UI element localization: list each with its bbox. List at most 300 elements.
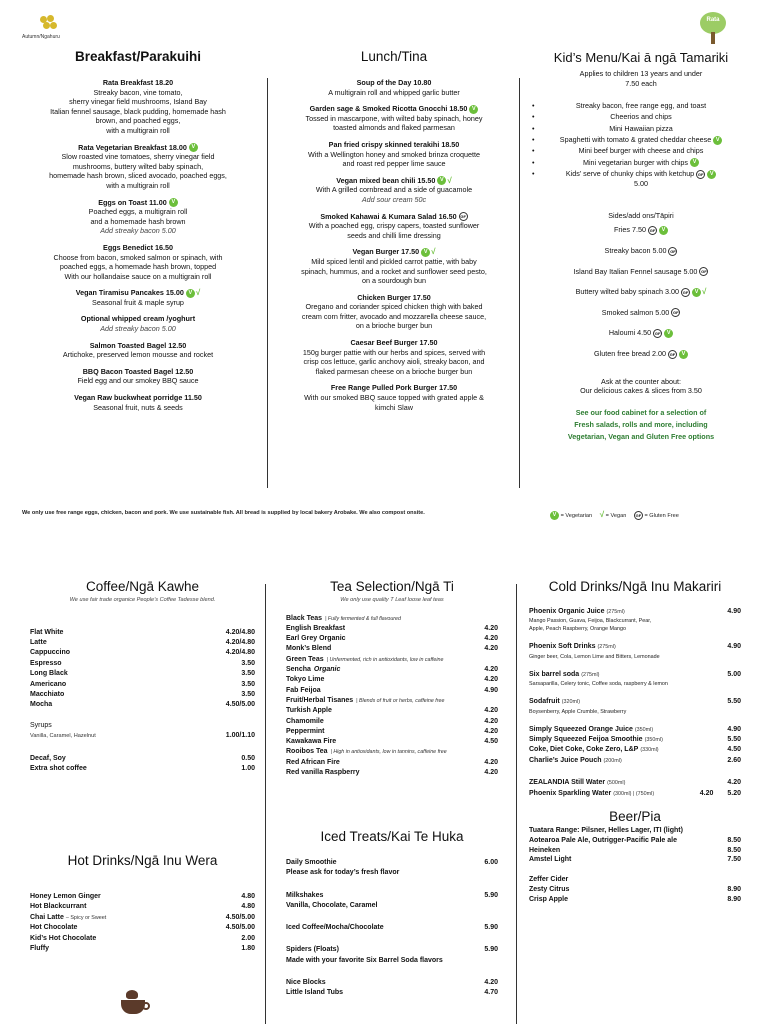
- vegetarian-icon: V: [659, 226, 668, 235]
- iced-text: Nice Blocks: [286, 979, 326, 987]
- tea-name-text: Red African Fire: [286, 758, 340, 766]
- iced-price: 5.90: [484, 924, 498, 932]
- tea-name-text: Chamomile: [286, 717, 324, 725]
- iced-title: Iced Treats/Kai Te Huka: [320, 829, 464, 844]
- hot-drinks-title: Hot Drinks/Ngā Inu Wera: [67, 853, 218, 868]
- drink-size: (500ml): [607, 780, 626, 787]
- drink-name: Phoenix Sparkling Water: [529, 789, 612, 797]
- tea-organic: Organic: [313, 666, 341, 674]
- coffee-row-price: 3.50: [241, 659, 255, 667]
- iced-price: 4.70: [484, 989, 498, 997]
- gluten-free-icon: GF: [672, 310, 679, 316]
- coffee-row-price: 3.50: [241, 670, 255, 678]
- item-desc: Italian fennel sausage, black pudding, homemade hash: [50, 106, 226, 116]
- kids-item: [528, 100, 754, 111]
- side-item: [528, 262, 754, 283]
- name-text: Kid’s Hot Chocolate: [30, 934, 97, 942]
- coffee-row-price: 4.20/4.80: [225, 628, 255, 636]
- tea-hint: | Fully fermented & full flavoured: [325, 615, 401, 622]
- drink-name: Simply Squeezed Orange Juice: [529, 725, 633, 733]
- cold-drink-row-name: [529, 642, 616, 652]
- tea-name: [286, 644, 331, 654]
- item-desc: A multigrain roll and whipped garlic butter: [328, 87, 460, 97]
- side-item: [528, 241, 754, 262]
- tea-row: [286, 747, 498, 757]
- item-desc: Tossed in mascarpone, with wilted baby spinach, honey: [305, 113, 483, 123]
- breakfast-item: [22, 198, 254, 236]
- coffee-cup-bird-icon: [118, 988, 152, 1018]
- tea-name: [286, 747, 447, 757]
- drink-price: 2.60: [727, 756, 741, 764]
- gluten-free-icon: GF: [697, 171, 704, 177]
- drink-name: Charlie’s Juice Pouch: [529, 756, 602, 764]
- iced-text: Vanilla, Chocolate, Caramel: [286, 901, 378, 909]
- iced-group: [286, 923, 498, 933]
- tea-name-text: Tokyo Lime: [286, 676, 325, 684]
- breakfast-item-name: [22, 198, 254, 208]
- kids-price: 7.50 each: [625, 78, 657, 88]
- iced-line: [286, 868, 498, 878]
- item-desc: and roast red pepper lime sauce: [342, 159, 446, 169]
- coffee-subtitle: We use fair trade organice People’s Coffee Tadesse blend.: [69, 597, 216, 603]
- dietary-legend: [548, 510, 679, 520]
- drink-price: 5.50: [727, 698, 741, 706]
- item-desc: brown, and poached eggs,: [95, 116, 181, 126]
- beer-price: 8.50: [727, 846, 741, 854]
- sides-list: [528, 220, 754, 364]
- side-item: [528, 220, 754, 241]
- iced-group: [286, 891, 498, 912]
- item-desc: 150g burger pattie with our herbs and spices, served with: [302, 347, 486, 357]
- item-desc: Seasonal fruit & maple syrup: [92, 297, 184, 307]
- lunch-item: [276, 104, 512, 133]
- item-title: Eggs on Toast 11.00: [98, 197, 167, 207]
- lunch-item-name: [276, 176, 512, 186]
- drink-name: Phoenix Organic Juice: [529, 608, 605, 615]
- tea-name-text: Rooibos Tea: [286, 748, 328, 756]
- tea-name-text: Sencha: [286, 666, 311, 674]
- gluten-free-icon: GF: [635, 513, 642, 519]
- item-desc: Poached eggs, a multigrain roll: [88, 207, 188, 217]
- tea-row: [286, 614, 498, 624]
- item-title: Smoked Kahawai & Kumara Salad 16.50: [320, 211, 457, 221]
- drink-price: 4.90: [727, 608, 741, 615]
- vegetarian-icon: V: [707, 170, 716, 179]
- drink-price: 5.00: [727, 670, 741, 678]
- tea-price: 4.20: [484, 727, 498, 735]
- name-text: Latte: [30, 639, 47, 646]
- cabinet-line: See our food cabinet for a selection of: [575, 407, 707, 417]
- drink-price: 4.90: [727, 643, 741, 651]
- kids-item-text: Mini vegetarian burger with chips: [582, 157, 689, 167]
- water-row-prices: [700, 789, 741, 799]
- water-list: [529, 778, 741, 799]
- cold-drink-row-prices: [727, 642, 741, 652]
- tea-name: [286, 614, 401, 624]
- tea-name-text: Black Teas: [286, 614, 323, 622]
- kids-item: [528, 157, 754, 168]
- name-text: Espresso: [30, 659, 62, 667]
- coffee-extras: [30, 754, 255, 775]
- kids-item-text: Cheerios and chips: [610, 112, 672, 122]
- breakfast-item: [22, 341, 254, 360]
- drink-price-small: 4.20: [699, 789, 714, 797]
- hot-drink-row: [30, 923, 255, 933]
- hot-drink-row-name: [30, 923, 173, 933]
- item-note: Add streaky bacon 5.00: [100, 324, 176, 334]
- cold-drink-row-name: [529, 725, 653, 735]
- item-desc: Slow roasted vine tomatoes, sherry vinegar field: [61, 152, 215, 162]
- beer-price: 8.50: [727, 836, 741, 844]
- tea-price: 4.20: [484, 769, 498, 777]
- tea-name: [286, 624, 345, 634]
- hot-drinks-list: [30, 892, 255, 954]
- lunch-item: [276, 247, 512, 285]
- hot-drink-row: [30, 944, 255, 954]
- food-cabinet-note: [528, 407, 754, 443]
- item-title: Optional whipped cream /yoghurt: [80, 314, 196, 324]
- coffee-row: [30, 690, 255, 700]
- tea-name-text: Fruit/Herbal Tisanes: [286, 696, 354, 704]
- hot-drink-row-price: 4.80: [241, 893, 255, 900]
- coffee-list: [30, 628, 255, 711]
- drink-name: ZEALANDIA Still Water: [529, 779, 606, 787]
- tea-row: [286, 634, 498, 644]
- vegetarian-icon: V: [550, 511, 559, 520]
- drink-price: 5.50: [727, 736, 741, 744]
- name-text: Decaf, Soy: [30, 754, 66, 762]
- tea-hint: | Blends of fruit or herbs, caffeine free: [356, 697, 445, 704]
- beer-price: 8.90: [727, 895, 741, 903]
- drink-price: 4.20: [727, 779, 741, 787]
- sides-title: Sides/add ons/Tāpiri: [608, 210, 674, 220]
- lunch-item: [276, 212, 512, 241]
- vegetarian-icon: V: [169, 198, 178, 207]
- drink-name: Six barrel soda: [529, 670, 580, 678]
- cold-drink-desc: Apple, Peach Raspberry, Orange Mango: [529, 626, 626, 633]
- iced-line: [286, 978, 498, 988]
- cold-drinks-section: [529, 578, 741, 904]
- divider-top-2: [519, 78, 520, 488]
- lunch-item-name: [276, 78, 512, 88]
- item-note: Add sour cream 50c: [361, 194, 427, 204]
- hot-drinks-section: [30, 852, 255, 954]
- side-item-text: Haloumi 4.50: [608, 328, 652, 338]
- sourcing-footnote: We only use free range eggs, chicken, bacon and pork. We use sustainable fish. All bread is supplied by local bakery Arobake. We also compost onsite.: [22, 510, 425, 516]
- vegetarian-icon: V: [690, 158, 699, 167]
- tea-price: 4.20: [484, 758, 498, 766]
- drink-size: (350ml): [644, 737, 663, 744]
- side-item-text: Smoked salmon 5.00: [601, 307, 670, 317]
- name-text: Chai Latte: [30, 913, 64, 921]
- simply-squeezed-group: [529, 725, 741, 767]
- tea-row: [286, 675, 498, 685]
- item-desc: With our hollandaise sauce on a multigrain roll: [64, 271, 212, 281]
- iced-text: Please ask for today’s fresh flavor: [286, 869, 400, 877]
- gluten-free-icon: GF: [460, 214, 466, 220]
- item-desc: mushrooms, buttery wilted baby spinach,: [72, 161, 204, 171]
- coffee-row: [30, 648, 255, 658]
- tea-price: 4.90: [484, 686, 498, 694]
- breakfast-item-name: [22, 341, 254, 351]
- lunch-item-name: [276, 293, 512, 303]
- tea-name: [286, 717, 324, 727]
- lunch-title: Lunch/Tina: [360, 49, 428, 64]
- side-item: [528, 303, 754, 324]
- item-desc: Field egg and our smokey BBQ sauce: [77, 376, 199, 386]
- simply-squeezed-list: [529, 725, 741, 767]
- cold-drink-row-prices: [727, 725, 741, 735]
- beer-row: [529, 885, 741, 895]
- item-desc: and a homemade hash brown: [90, 216, 186, 226]
- item-title: Soup of the Day 10.80: [356, 78, 432, 87]
- divider-top-1: [267, 78, 268, 488]
- vegan-icon: √: [702, 287, 707, 297]
- tea-name: [286, 686, 321, 696]
- name-text: Honey Lemon Ginger: [30, 893, 101, 900]
- tea-price: 4.20: [484, 717, 498, 725]
- tea-name: [286, 758, 340, 768]
- cold-drink-row-prices: [727, 607, 741, 617]
- coffee-row-price: 4.20/4.80: [225, 639, 255, 646]
- tea-subtitle: We only use quality T Leaf loose leaf teas: [340, 597, 444, 603]
- tea-row: [286, 686, 498, 696]
- cold-drink-row: [529, 756, 741, 766]
- tea-row: [286, 758, 498, 768]
- beer-price: 7.50: [727, 856, 741, 864]
- cold-drinks-list: [529, 607, 741, 716]
- coffee-section: [30, 578, 255, 774]
- drink-name: Simply Squeezed Feijoa Smoothie: [529, 736, 643, 744]
- hot-drink-row: [30, 913, 255, 923]
- coffee-extra-row-price: 1.00: [241, 765, 255, 773]
- kids-item-text: Streaky bacon, free range egg, and toast: [575, 101, 707, 111]
- coffee-row: [30, 669, 255, 679]
- kids-item-text: Mini Hawaiian pizza: [609, 123, 673, 133]
- gluten-free-icon: GF: [654, 331, 661, 337]
- beer-name: Zesty Citrus: [529, 885, 570, 893]
- item-note: Add streaky bacon 5.00: [100, 226, 176, 236]
- name-text: Fluffy: [30, 945, 50, 953]
- breakfast-item-name: [22, 367, 254, 377]
- tea-name: [286, 655, 443, 665]
- vegetarian-icon: V: [692, 288, 701, 297]
- name-text: Hot Chocolate: [30, 924, 78, 932]
- iced-price: 5.90: [484, 891, 498, 899]
- tea-name-text: Kawakawa Fire: [286, 738, 337, 746]
- drink-price: 4.90: [727, 725, 741, 733]
- name-text: Extra shot coffee: [30, 765, 87, 773]
- iced-text: Spiders (Floats): [286, 946, 339, 954]
- drink-price: 4.50: [727, 746, 741, 754]
- beer-row: [529, 836, 741, 846]
- hot-drink-row: [30, 892, 255, 902]
- vegetarian-icon: V: [713, 136, 722, 145]
- cold-drink: [529, 642, 741, 660]
- cold-drink-desc: Sarsaparilla, Celery tonic, Coffee soda, raspberry & lemon: [529, 681, 668, 688]
- cabinet-line: Vegetarian, Vegan and Gluten Free options: [567, 431, 715, 441]
- vegetarian-icon: V: [186, 289, 195, 298]
- hot-drink-row-name: [30, 913, 173, 923]
- lunch-item-name: [276, 338, 512, 348]
- lunch-item: [276, 383, 512, 412]
- cold-drink: [529, 670, 741, 688]
- gluten-free-icon: GF: [649, 228, 656, 234]
- gluten-free-icon: GF: [701, 269, 707, 275]
- name-text: Americano: [30, 680, 67, 688]
- coffee-row-price: 3.50: [241, 691, 255, 699]
- counter-line: Our delicious cakes & slices from 3.50: [580, 386, 702, 396]
- iced-text: Daily Smoothie: [286, 859, 337, 866]
- beer-row: [529, 826, 741, 836]
- syrups-price: 1.00/1.10: [225, 732, 255, 740]
- tea-name: [286, 665, 340, 675]
- tea-row: [286, 737, 498, 747]
- cold-drink-row-name: [529, 756, 622, 766]
- item-desc: cream corn fritter, avocado and mozzarella cheese sauce,: [301, 311, 487, 321]
- gluten-free-icon: GF: [682, 289, 689, 295]
- kids-item: [528, 123, 754, 134]
- name-extra: – Spicy or Sweet: [65, 914, 107, 921]
- beer-list: [529, 826, 741, 904]
- tea-name-text: Red vanilla Raspberry: [286, 769, 360, 777]
- drink-size: (275ml): [597, 644, 616, 651]
- cold-drinks-title: Cold Drinks/Ngā Inu Makariri: [548, 579, 722, 594]
- tea-name-text: Green Teas: [286, 655, 324, 663]
- item-desc: crisp cos lettuce, garlic anchovy aioli, streaky bacon, and: [303, 357, 485, 367]
- hot-drink-row-name: [30, 902, 173, 912]
- lunch-item-name: [276, 104, 512, 114]
- hot-drink-row-name: [30, 944, 173, 954]
- tea-title: Tea Selection/Ngā Ti: [330, 579, 454, 594]
- legend-gluten-free: = Gluten Free: [644, 513, 679, 519]
- rata-tree-logo: [700, 12, 726, 44]
- tea-price: 4.20: [484, 624, 498, 632]
- tea-row: [286, 644, 498, 654]
- item-desc: with a multigrain roll: [106, 180, 170, 190]
- coffee-row-name: [30, 669, 173, 679]
- item-title: Chicken Burger 17.50: [357, 292, 431, 302]
- hot-drink-row-price: 1.80: [241, 945, 255, 953]
- drink-price: 5.20: [727, 789, 741, 797]
- gluten-free-icon: GF: [669, 351, 676, 357]
- item-title: Garden sage & Smoked Ricotta Gnocchi 18.50: [309, 104, 468, 114]
- iced-text: Little Island Tubs: [286, 989, 344, 997]
- kids-item: [528, 134, 754, 145]
- coffee-row-price: 4.20/4.80: [225, 649, 255, 657]
- tea-row: [286, 727, 498, 737]
- name-text: Flat White: [30, 628, 64, 636]
- item-desc: kimchi Slaw: [375, 402, 413, 412]
- tea-price: 4.20: [484, 707, 498, 715]
- lunch-item: [276, 140, 512, 169]
- beer-name: Aotearoa Pale Ale, Outrigger-Pacific Pale ale: [529, 836, 677, 844]
- coffee-row-name: [30, 638, 173, 648]
- drink-size: (300ml) | (750ml): [613, 790, 655, 797]
- cold-drink-row-name: [529, 697, 580, 707]
- cold-drink-row-prices: [727, 670, 741, 680]
- tea-name: [286, 737, 336, 747]
- autumn-logo: [22, 14, 82, 44]
- breakfast-item-name: [22, 143, 254, 153]
- item-desc: With our smoked BBQ sauce topped with grated apple &: [304, 393, 484, 403]
- tree-logo-text: Rata: [706, 17, 720, 23]
- beer-name: Tuatara Range: Pilsner, Helles Lager, ITI (light): [529, 827, 683, 835]
- item-desc: spinach, hummus, and a rocket and sunflower seed pesto,: [301, 266, 487, 276]
- drink-size: (200ml): [603, 757, 622, 764]
- tea-list: [286, 614, 498, 779]
- coffee-extra-row-name: [30, 764, 173, 774]
- drink-size: (320ml): [561, 699, 581, 706]
- vegan-icon: √: [195, 288, 201, 298]
- cold-drink-row: [529, 697, 741, 707]
- breakfast-item-name: [22, 78, 254, 88]
- side-item-text: Buttery wilted baby spinach 3.00: [575, 287, 680, 297]
- kids-item: [528, 145, 754, 156]
- beer-name: Heineken: [529, 846, 561, 854]
- iced-price: 5.90: [484, 946, 498, 954]
- breakfast-item-name: [22, 314, 254, 324]
- iced-group: [286, 858, 498, 879]
- cold-drink-row-name: [529, 607, 625, 617]
- beer-name: Crisp Apple: [529, 895, 569, 903]
- vegan-icon: √: [431, 247, 436, 257]
- cold-drink-row-prices: [727, 735, 741, 745]
- drink-name: Sodafruit: [529, 698, 560, 706]
- coffee-row-name: [30, 628, 173, 638]
- cold-drink-row-name: [529, 745, 659, 755]
- kids-items: [528, 100, 754, 179]
- beer-row: [529, 875, 741, 885]
- item-title: Free Range Pulled Pork Burger 17.50: [330, 383, 458, 393]
- iced-line: [286, 891, 498, 901]
- tea-name-text: Earl Grey Organic: [286, 635, 346, 643]
- breakfast-item: [22, 288, 254, 307]
- beer-title: Beer/Pia: [609, 809, 661, 825]
- tea-price: 4.20: [484, 676, 498, 684]
- coffee-row-name: [30, 680, 173, 690]
- hot-drink-row-price: 2.00: [241, 934, 255, 942]
- syrups-list: [30, 721, 255, 742]
- item-desc: toasted almonds and flaked parmesan: [333, 123, 455, 133]
- legend-vegetarian: = Vegetarian: [560, 513, 593, 519]
- tea-row: [286, 665, 498, 675]
- tea-name-text: Fab Feijoa: [286, 686, 321, 694]
- kids-item-text: Spaghetti with tomato & grated cheddar cheese: [559, 135, 712, 145]
- breakfast-item: [22, 393, 254, 412]
- name-text: Long Black: [30, 670, 68, 678]
- beer-row: [529, 846, 741, 856]
- side-item-text: Gluten free bread 2.00: [594, 349, 666, 359]
- side-item: [528, 344, 754, 365]
- lunch-item-name: [276, 212, 512, 222]
- beer-row: [529, 855, 741, 865]
- tea-name: [286, 706, 332, 716]
- item-title: Pan fried crispy skinned terakihi 18.50: [328, 139, 460, 149]
- breakfast-item-name: [22, 243, 254, 253]
- name-text: Macchiato: [30, 691, 65, 699]
- cold-drink: [529, 607, 741, 633]
- iced-text: Made with your favorite Six Barrel Soda flavors: [286, 956, 443, 964]
- kids-item-text: Mini beef burger with cheese and chips: [578, 146, 704, 156]
- iced-group: [286, 945, 498, 966]
- item-title: BBQ Bacon Toasted Bagel 12.50: [82, 366, 194, 376]
- drink-size: (330ml): [640, 747, 659, 754]
- kids-title: Kid’s Menu/Kai ā ngā Tamariki: [553, 50, 729, 65]
- counter-note: [528, 377, 754, 396]
- cold-drink-desc: Ginger beer, Cola, Lemon Lime and Bitters, Lemonade: [529, 653, 660, 660]
- item-desc: Seasonal fruit, nuts & seeds: [93, 402, 183, 412]
